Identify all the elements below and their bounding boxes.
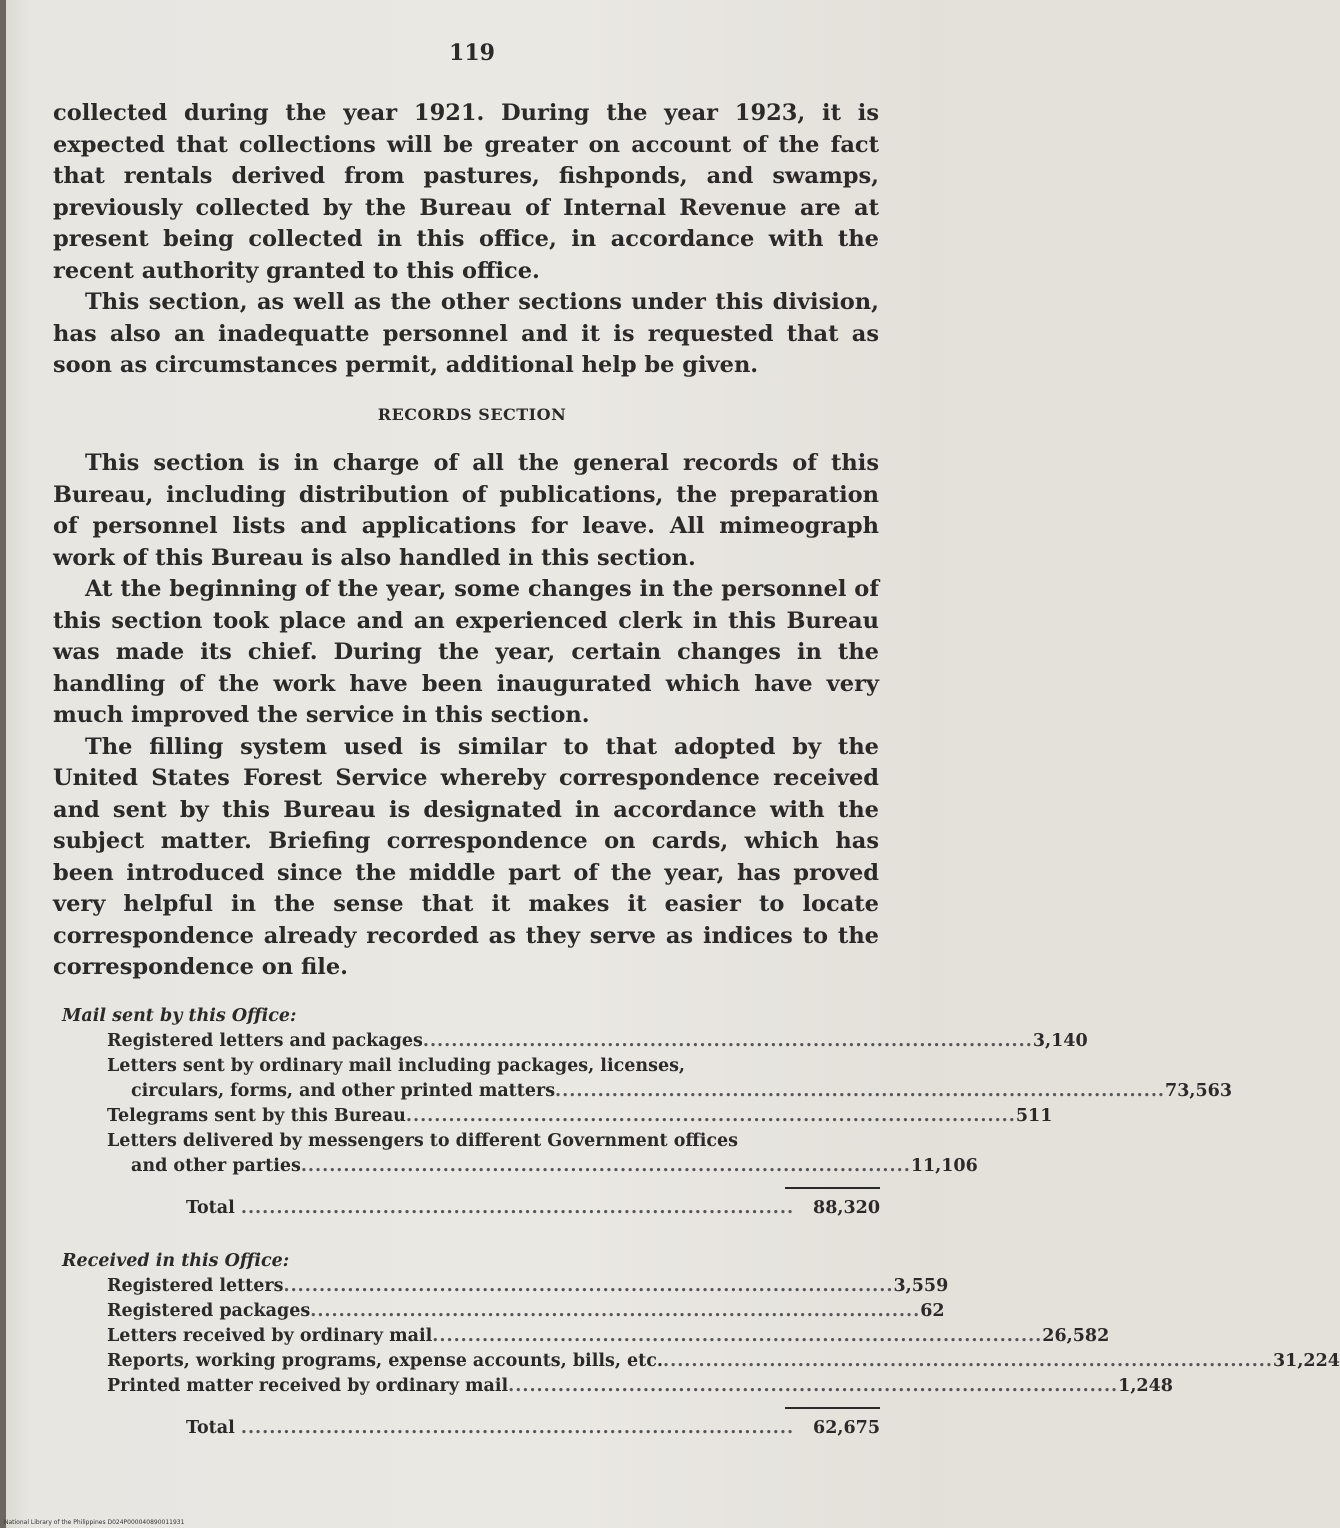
dot-leader: ...................................................................................... (508, 1376, 1119, 1396)
total-row: Total .............................................................................. 62,675 (62, 1415, 880, 1441)
dot-leader: ...................................................................................... (422, 1031, 1033, 1051)
table-row: Printed matter received by ordinary mail...................................................................................... 1,248 (62, 1374, 880, 1399)
dot-leader: ...................................................................................... (310, 1301, 921, 1321)
table-row: Letters sent by ordinary mail including packages, licenses, circulars, forms, and other printed matters...................................................................................... 73,563 (62, 1054, 880, 1104)
dot-leader: ...................................................................................... (283, 1276, 894, 1296)
row-value: 3,559 (893, 1276, 949, 1296)
book-spine (0, 0, 6, 1528)
paragraph-continued: collected during the year 1921. During the year 1923, it is expected that collections will be greater on account of the fact that rentals derived from pastures, fishponds, and swamps, previously collected by the Bureau of Internal Revenue are at present being collected in this office, in accordance with the recent authority granted to this office. (53, 100, 879, 284)
paragraph-records-3: The filling system used is similar to that adopted by the United States Forest Service whereby correspondence received and sent by this Bureau is designated in accordance with the subject matter. Briefing correspondence on cards, which has been introduced since the middle part of the year, has proved very helpful in the sense that it makes it easier to locate correspondence already recorded as they serve as indices to the correspondence on file. (53, 733, 879, 980)
mail-received-title: Received in this Office: (62, 1251, 290, 1271)
row-value: 511 (1015, 1106, 1053, 1126)
row-value: 73,563 (1165, 1081, 1232, 1101)
sum-rule (62, 1179, 880, 1189)
mail-sent-title: Mail sent by this Office: (62, 1006, 297, 1026)
dot-leader: .............................................................................. (240, 1418, 795, 1438)
total-row: Total .............................................................................. 88,320 (62, 1195, 880, 1221)
table-row: Letters received by ordinary mail...................................................................................... 26,582 (62, 1324, 880, 1349)
dot-leader: ...................................................................................... (663, 1351, 1273, 1371)
mail-received-table (62, 1248, 1340, 1441)
page-number: 119 (449, 40, 495, 66)
paragraph-personnel: This section, as well as the other sections under this division, has also an inadequatte personnel and it is requested that as soon as circumstances permit, additional help be given. (53, 289, 879, 378)
table-row: Telegrams sent by this Bureau...................................................................................... 511 (62, 1104, 880, 1129)
paragraph-records-2: At the beginning of the year, some changes in the personnel of this section took place and an experienced clerk in this Bureau was made its chief. During the year, certain changes in the handling of the work have been inaugurated which have very much improved the service in this section. (53, 576, 879, 728)
mail-sent-table (62, 1003, 1232, 1221)
sum-rule (62, 1399, 880, 1409)
library-footer-note: National Library of the Philippines D024P000040890011931 (4, 1519, 185, 1526)
dot-leader: ...................................................................................... (555, 1081, 1166, 1101)
total-value: 88,320 (813, 1198, 880, 1218)
top-text-block (53, 98, 879, 382)
table-row: Letters delivered by messengers to different Government offices and other parties...................................................................................... 11,106 (62, 1129, 880, 1179)
row-value: 26,582 (1042, 1326, 1110, 1346)
row-value: 3,140 (1032, 1031, 1088, 1051)
section-heading: RECORDS SECTION (377, 405, 567, 424)
dot-leader: ...................................................................................... (300, 1156, 911, 1176)
table-row: Reports, working programs, expense accounts, bills, etc....................................................................................... 31,224 (62, 1349, 880, 1374)
dot-leader: ...................................................................................... (432, 1326, 1043, 1346)
row-value: 1,248 (1118, 1376, 1173, 1396)
row-value: 31,224 (1272, 1351, 1340, 1371)
table-row: Registered packages...................................................................................... 62 (62, 1299, 880, 1324)
total-value: 62,675 (813, 1418, 880, 1438)
paragraph-records-1: This section is in charge of all the general records of this Bureau, including distribution of publications, the preparation of personnel lists and applications for leave. All mimeograph work of this Bureau is also handled in this section. (53, 450, 879, 571)
dot-leader: ...................................................................................... (405, 1106, 1016, 1126)
records-section-text (53, 448, 879, 984)
table-row: Registered letters...................................................................................... 3,559 (62, 1274, 880, 1299)
row-value: 62 (920, 1301, 945, 1321)
row-value: 11,106 (910, 1156, 978, 1176)
dot-leader: .............................................................................. (240, 1198, 795, 1218)
table-row: Registered letters and packages...................................................................................... 3,140 (62, 1029, 880, 1054)
